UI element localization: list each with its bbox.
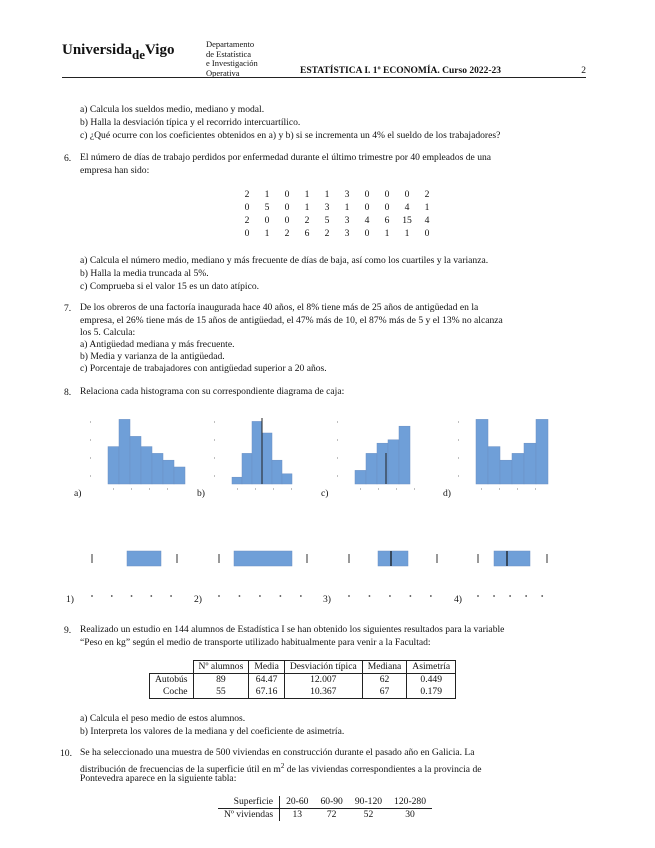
histogram-bar	[108, 447, 119, 484]
q10-frequency-table	[218, 796, 432, 821]
table-row: Coche 55 67.16 10.367 67 0.179	[150, 686, 456, 699]
q6-number: 6.	[64, 153, 72, 164]
matrix-cell: 1	[424, 202, 430, 213]
boxplot-box	[494, 551, 530, 566]
axis-tick	[91, 595, 93, 597]
box-label-4: 4)	[454, 594, 462, 605]
axis-tick	[111, 595, 113, 597]
histogram-bar	[119, 419, 130, 484]
q7-text-1: De los obreros de una factoría inaugurada hace 40 años, el 8% tiene más de 25 años de antigüedad en la	[80, 302, 479, 313]
hist-label-a: a)	[74, 488, 82, 499]
axis-tick	[170, 595, 172, 597]
boxplot-box	[234, 551, 292, 566]
q9-text-1: Realizado un estudio en 144 alumnos de Estadística I se han obtenido los siguientes resultados para la variable	[80, 624, 505, 635]
matrix-cell: 1	[264, 189, 270, 200]
q7-text-2: empresa, el 26% tiene más de 15 años de antigüedad, el 47% más de 10, el 87% más de 5 y el 13% no alcanza	[80, 315, 503, 326]
matrix-cell: 0	[424, 228, 430, 239]
q7-item-c: c) Porcentaje de trabajadores con antigüedad superior a 20 años.	[80, 363, 327, 374]
axis-tick	[409, 595, 411, 597]
matrix-cell: 0	[284, 202, 290, 213]
table-header-row: Nº alumnos Media Desviación típica Mediana Asimetría	[150, 661, 456, 674]
matrix-cell: 6	[384, 215, 390, 226]
matrix-cell: 0	[284, 189, 290, 200]
histogram-bar	[152, 453, 163, 484]
matrix-cell: 4	[424, 215, 430, 226]
q6-text-1: El número de días de trabajo perdidos por enfermedad durante el último trimestre por 40 empleados de una	[80, 152, 492, 163]
matrix-cell: 1	[384, 228, 390, 239]
matrix-cell: 4	[404, 202, 410, 213]
matrix-cell: 5	[324, 215, 330, 226]
q10-text-2: distribución de frecuencias de la superficie útil en $m^2$ de las viviendas correspondientes a la provincia de	[80, 762, 482, 776]
matrix-cell: 2	[284, 228, 290, 239]
q6-item-c: c) Comprueba si el valor 15 es un dato atípico.	[80, 281, 260, 292]
q8-text: Relaciona cada histograma con su correspondiente diagrama de caja:	[80, 386, 345, 397]
matrix-cell: 2	[324, 228, 330, 239]
axis-tick	[389, 595, 391, 597]
q7-text-3: los 5. Calcula:	[80, 327, 136, 338]
axis-tick	[477, 595, 479, 597]
histogram-bar	[355, 470, 366, 484]
axis-tick	[279, 595, 281, 597]
q10-text-3: Pontevedra aparece en la siguiente tabla:	[80, 773, 237, 784]
histogram-bar	[282, 474, 292, 484]
axis-tick	[259, 595, 261, 597]
axis-tick	[430, 595, 432, 597]
q7-item-a: a) Antigüedad mediana y más frecuente.	[80, 339, 235, 350]
matrix-cell: 4	[364, 215, 370, 226]
matrix-cell: 1	[404, 228, 410, 239]
histogram-bar	[174, 467, 185, 484]
matrix-cell: 1	[304, 202, 310, 213]
q6-text-2: empresa han sido:	[80, 165, 150, 176]
matrix-cell: 0	[384, 189, 390, 200]
q7-item-b: b) Media y varianza de la antigüedad.	[80, 351, 225, 362]
q7-number: 7.	[64, 303, 72, 314]
q8-number: 8.	[64, 387, 72, 398]
axis-tick	[493, 595, 495, 597]
matrix-cell: 2	[304, 215, 310, 226]
histogram-bar	[242, 453, 252, 484]
q9-item-b: b) Interpreta los valores de la mediana y del coeficiente de asimetría.	[80, 726, 345, 737]
table-header-row: Superficie 20-60 60-90 90-120 120-280	[218, 796, 432, 809]
box-label-3: 3)	[323, 594, 331, 605]
q10-number: 10.	[60, 748, 72, 759]
axis-tick	[218, 595, 220, 597]
histogram-bar	[272, 460, 282, 484]
matrix-cell: 2	[244, 189, 250, 200]
table-row: Autobús 89 64.47 12.007 62 0.449	[150, 674, 456, 687]
hist-label-b: b)	[197, 488, 205, 499]
matrix-cell: 0	[244, 228, 250, 239]
matrix-cell: 3	[344, 215, 350, 226]
q9-item-a: a) Calcula el peso medio de estos alumnos.	[80, 713, 246, 724]
matrix-cell: 1	[264, 228, 270, 239]
matrix-cell: 5	[264, 202, 270, 213]
histogram-bar	[262, 433, 272, 484]
matrix-cell: 15	[402, 215, 412, 226]
matrix-cell: 0	[364, 189, 370, 200]
matrix-cell: 1	[344, 202, 350, 213]
histogram-bar	[232, 477, 242, 484]
histogram-bar	[399, 426, 410, 484]
q10-text-1: Se ha seleccionado una muestra de 500 viviendas en construcción durante el pasado año en Galicia. La	[80, 747, 475, 758]
axis-tick	[369, 595, 371, 597]
histogram-bar	[476, 419, 488, 484]
q9-number: 9.	[64, 625, 72, 636]
table-row: Nº viviendas 13 72 52 30	[218, 809, 432, 822]
boxplot-box	[378, 551, 408, 566]
box-label-2: 2)	[194, 594, 202, 605]
histogram-bar	[388, 440, 399, 484]
axis-tick	[239, 595, 241, 597]
university-logo: UniversidadeVigo	[62, 42, 175, 62]
matrix-cell: 6	[304, 228, 310, 239]
histogram-bar	[163, 460, 174, 484]
histogram-bar	[252, 421, 262, 484]
histogram-bar	[488, 447, 500, 484]
boxplot-box	[127, 551, 161, 566]
axis-tick	[150, 595, 152, 597]
q5-item-a: a) Calcula los sueldos medio, mediano y modal.	[80, 104, 265, 115]
axis-tick	[300, 595, 302, 597]
q5-item-c: c) ¿Qué ocurre con los coeficientes obtenidos en a) y b) si se incrementa un 4% el sueldo de los trabajadores?	[80, 130, 501, 141]
matrix-cell: 3	[324, 202, 330, 213]
matrix-cell: 0	[364, 228, 370, 239]
box-label-1: 1)	[66, 594, 74, 605]
matrix-cell: 2	[424, 189, 430, 200]
histogram-bar	[524, 443, 536, 484]
matrix-cell: 0	[404, 189, 410, 200]
q6-item-b: b) Halla la media truncada al 5%.	[80, 268, 209, 279]
axis-tick	[541, 595, 543, 597]
hist-label-d: d)	[443, 488, 451, 499]
q9-stats-table	[149, 660, 456, 699]
matrix-cell: 0	[364, 202, 370, 213]
histogram-bar	[512, 453, 524, 484]
axis-tick	[131, 595, 133, 597]
histogram-bar	[130, 436, 141, 484]
department-name: Departamento de Estatística e Investigación Operativa	[206, 39, 258, 78]
matrix-cell: 1	[304, 189, 310, 200]
axis-tick	[348, 595, 350, 597]
histogram-bar	[366, 453, 377, 484]
course-title: ESTATÍSTICA I. 1º ECONOMÍA. Curso 2022-23	[300, 66, 501, 76]
q9-text-2: “Peso en kg” según el medio de transporte utilizado habitualmente para venir a la Facultad:	[80, 637, 431, 648]
axis-tick	[509, 595, 511, 597]
histogram-bar	[536, 419, 548, 484]
matrix-cell: 0	[384, 202, 390, 213]
page-number: 2	[581, 66, 586, 76]
matrix-cell: 1	[324, 189, 330, 200]
matrix-cell: 0	[244, 202, 250, 213]
hist-label-c: c)	[321, 488, 329, 499]
matrix-cell: 2	[244, 215, 250, 226]
histogram-bar	[141, 447, 152, 484]
matrix-cell: 0	[284, 215, 290, 226]
q5-item-b: b) Halla la desviación típica y el recorrido intercuartílico.	[80, 117, 301, 128]
histogram-bar	[500, 460, 512, 484]
matrix-cell: 3	[344, 189, 350, 200]
matrix-cell: 3	[344, 228, 350, 239]
matrix-cell: 0	[264, 215, 270, 226]
axis-tick	[525, 595, 527, 597]
q6-item-a: a) Calcula el número medio, mediano y más frecuente de días de baja, así como los cuartiles y la varianza.	[80, 255, 489, 266]
